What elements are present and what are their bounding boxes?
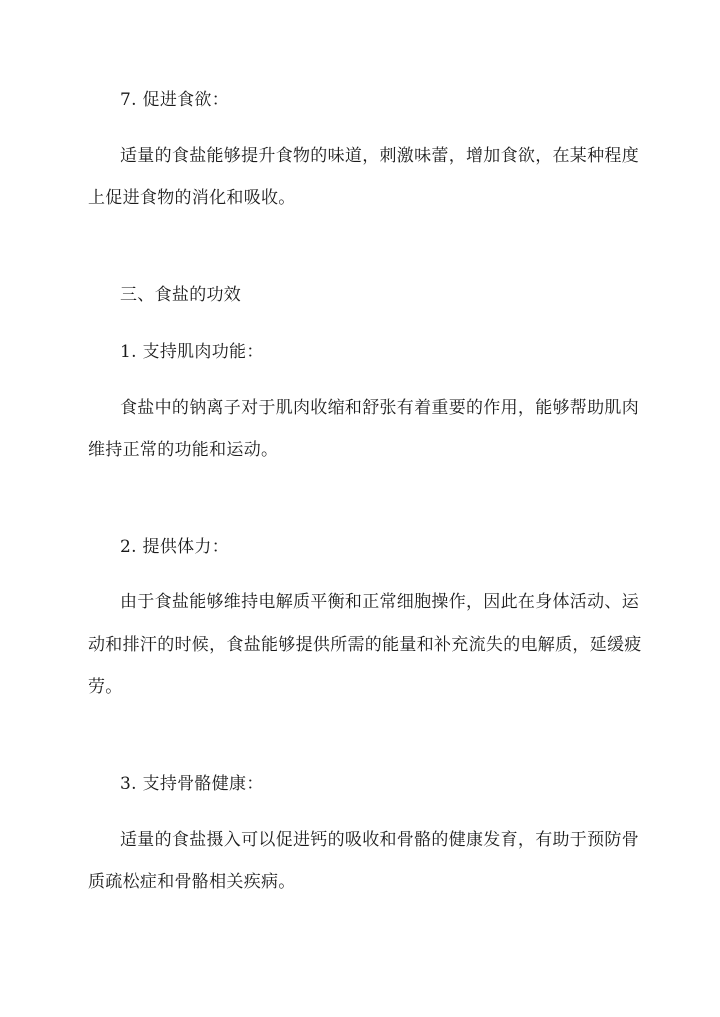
item-1-line-1: 食盐中的钠离子对于肌肉收缩和舒张有着重要的作用，能够帮助肌肉 xyxy=(120,398,639,418)
item-2-line-2: 动和排汗的时候，食盐能够提供所需的能量和补充流失的电解质，延缓疲 xyxy=(88,635,642,655)
item-3-line-1: 适量的食盐摄入可以促进钙的吸收和骨骼的健康发育，有助于预防骨 xyxy=(120,830,639,850)
item-7-heading: 7. 促进食欲： xyxy=(120,90,230,110)
item-3-line-2: 质疏松症和骨骼相关疾病。 xyxy=(88,872,296,892)
item-3-heading: 3. 支持骨骼健康： xyxy=(120,774,264,794)
item-1-line-2: 维持正常的功能和运动。 xyxy=(88,440,279,460)
item-2-heading: 2. 提供体力： xyxy=(120,537,230,557)
item-7-line-2: 上促进食物的消化和吸收。 xyxy=(88,188,296,208)
item-7-line-1: 适量的食盐能够提升食物的味道，刺激味蕾，增加食欲，在某种程度 xyxy=(120,146,639,166)
item-2-line-3: 劳。 xyxy=(88,677,123,697)
item-2-line-1: 由于食盐能够维持电解质平衡和正常细胞操作，因此在身体活动、运 xyxy=(120,592,639,612)
item-1-heading: 1. 支持肌肉功能： xyxy=(120,342,264,362)
section-3-heading: 三、食盐的功效 xyxy=(120,285,242,305)
